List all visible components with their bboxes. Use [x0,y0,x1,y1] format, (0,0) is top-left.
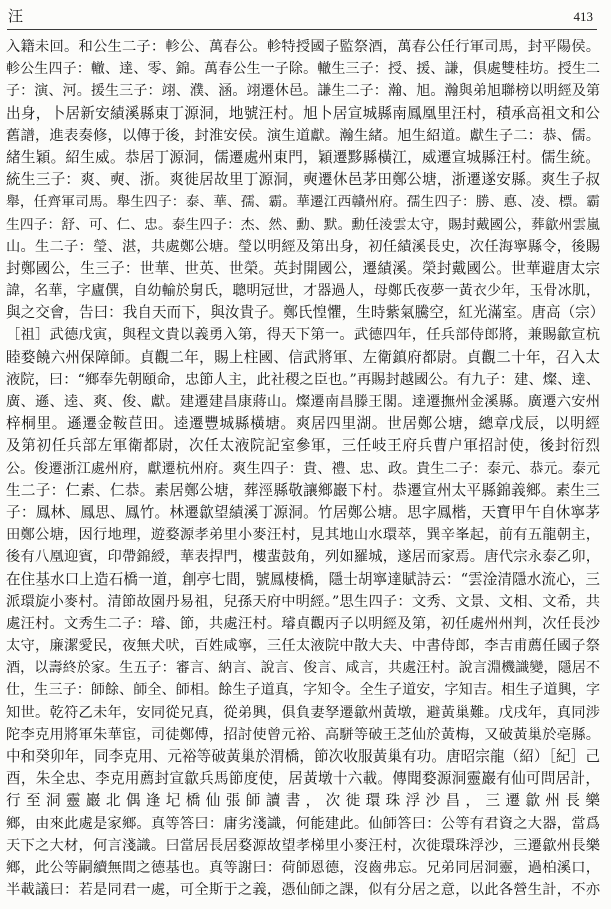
text-line: 山。生二子：瑩、湛，共處鄭公塘。瑩以明經及第出身，初任績溪長史，次任海寧縣令，後賜 [6,238,600,255]
page-header [7,4,597,30]
text-line: 知世。乾符乙未年，安同從兄真，從弟興，俱負妻孥遷歙州黃墩，避黃巢難。戊戌年，真同涉 [6,704,600,721]
text-line: 派環旋小麥村。清節故園丹易祖，兒孫天府中明經。”思生四子：文秀、文景、文相、文希，共 [6,593,600,610]
text-line: 舉，任齊軍司馬。舉生四子：泰、華、孺、霸。華遷江西贛州府。孺生四子：勝、悳、凌、標。霸 [6,194,600,211]
text-line: 子：演、河。援生三子：翊、濮、涵。翊遷休邑。謙生二子：瀚、旭。瀚與弟旭聯榜以明經及第 [6,83,600,100]
text-line: 仕，生三子：師餘、師全、師相。餘生子道真，字知令。全生子道安，字知吉。相生子道興，字 [6,682,600,699]
text-line: 鄉，此公等嗣續無間之德基也。真等謝曰：荷師恩德，沒齒弗忘。兄弟同居洞靈，過柏溪口， [6,859,600,876]
text-line: 舊譜，進表奏修，以傳于後，封淮安侯。演生道獻。瀚生緒。旭生紹道。獻生子二：恭、儒。 [6,127,600,144]
text-line: 酒，以壽終於家。生五子：審言、納言、說言、俊言、咸言，共處汪村。說言淵機識變，隱居不 [6,660,600,677]
text-line: 天下之大材，何言淺識。曰當居長居婺源故望孝梯里小麥汪村，次徙環珠浮沙，三遷歙州長樂 [6,837,600,854]
text-line: 陀李克用將軍朱華宦，司徒鄭傅，招討使曾元裕、高駢等破王芝仙於黃梅，又破黃巢於亳縣。 [6,726,600,743]
text-line: ［祖］武德戊寅，與程文貴以義勇入第，得天下第一。武德四年，任兵部侍郎將，兼賜歙宣杭 [6,327,600,344]
text-line: 及第初任兵部左軍衛都尉，次任太液院記室參軍，三任岐王府兵曹户軍招討使，後封衍烈 [6,437,600,455]
text-line: 後有八凰迎賓，印帶錦綬，華表捍門，樓蜚鼓角，列如羅城，遂居而家焉。唐代宗永泰乙卯， [6,549,600,566]
text-line: 行至洞靈巖北偶逢圮橋仙張師讀書，次徙環珠浮沙昌，三遷歙州長樂 [6,792,600,810]
text-line: 田鄭公塘，因行地理，遊婺源孝弟里小麥汪村，見其地山水環萃，巽辛峯起，前有五龍朝主， [6,527,600,544]
text-line: 公。俊遷浙江處州府，獻遷杭州府。爽生四子：貴、禮、忠、政。貴生二子：泰元、恭元。泰元 [6,460,600,477]
text-line: 生二子：仁素、仁恭。素居鄭公塘，葬涇縣敬讓鄉巖下村。恭遷宣州太平縣錦義鄉。素生三 [6,481,600,499]
body-text [6,36,605,901]
text-line: 睦婺饒六州保障師。貞觀二年，賜上柱國、信武將軍、左衛鎮府都尉。貞觀二十年，召入太 [6,348,600,366]
page-number: 413 [573,9,593,24]
text-line: 與之交會，告曰：我自天而下，與汝貴子。鄭氏惶懼，生時紫氣騰空，紅光滿室。唐高（宗） [6,304,605,322]
text-line: 諱，名華，字廬僎，自幼輸於舅氏，聰明冠世，才器過人，母鄭氏夜夢一黃衣少年，玉骨冰肌， [6,283,600,300]
text-line: 鄉，由來此處是家鄉。真等答曰：庸劣淺識，何能建此。仙師答曰：公等有君資之大器，當爲 [6,815,600,832]
text-line: 處汪村。文秀生二子：璿、節，共處汪村。璿貞觀丙子以明經及第，初任處州州判，次任長沙 [6,615,600,632]
text-line: 封鄭國公，生三子：世華、世英、世榮。英封開國公，遷績溪。榮封戴國公。世華避唐太宗 [6,259,600,277]
text-line: 生四子：舒、可、仁、忠。泰生四子：杰、然、勳、默。勳任淩雲太守，賜封戴國公，葬歙州雲嵐 [6,216,600,233]
running-head: 汪 [8,7,24,25]
text-line: 出身，卜居新安績溪縣東丁源洞，地號汪村。旭卜居宣城縣南鳳凰里汪村，積承高祖文和公 [6,104,600,122]
text-line: 統生三子：爽、奭、浙。爽徙居故里丁源洞，奭遷休邑茅田鄭公塘，浙遷遂安縣。爽生子叔 [6,171,600,189]
text-line: 入籍未回。和公生二子：軫公、萬春公。軫特授國子監祭酒，萬春公任行軍司馬，封平陽侯。 [6,39,600,55]
text-line: 梓桐里。遜遷金鞍苣田。逵遷豐城縣橫塘。爽居四里湖。世居鄭公塘，總章戊辰，以明經 [6,415,600,433]
text-line: 軫公生四子：轍、達、零、錦。萬春公生一子除。轍生三子：授、援、謙，俱處雙桂坊。授生二 [6,61,600,78]
text-line: 液院，曰：“鄉奉先朝頤命，忠節人主，此社稷之臣也。”再賜封越國公。有九子：建、燦、達、 [6,371,600,388]
text-line: 太守，廉潔愛民，夜無犬吠，百姓咸寧，三任太液院中散大夫、中書侍郎，李吉甫薦任國子祭 [6,638,600,655]
text-line: 緒生穎。紹生威。恭居丁源洞，儒遷處州東門，穎遷黟縣橫江，威遷宣城縣汪村。儒生統。 [6,148,600,166]
text-line: 子：鳳林、鳳思、鳳竹。林遷歙望績溪丁源洞。竹居鄭公塘。思字鳳楷，天寶甲午自休寧茅 [6,503,600,521]
text-line: 廣、遜、逵、爽、俊、獻。建遷建昌康蔣山。燦遷南昌滕王閣。達遷撫州金溪縣。廣遷六安州 [6,394,600,410]
text-line: 半載議曰：若是同君一處，可全斯于之義，憑仙師之課，似有分居之意，以此各營生計，不亦 [6,882,600,899]
text-line: 中和癸卯年，同李克用、元裕等破黃巢於渭橋，節次收服黃巢有功。唐昭宗龍（紹）［紀］己 [6,748,600,765]
text-line: 酉，朱全忠、李克用薦封宣歙兵馬節度使，居黃墩十六載。傳聞婺源洞靈巖有仙可問居計， [6,770,600,788]
text-line: 在住基水口上造石橋一道，創亭七間，號鳳棲橋，隱士胡寧達賦詩云：“雲淦清隱水流心，三 [6,570,600,588]
